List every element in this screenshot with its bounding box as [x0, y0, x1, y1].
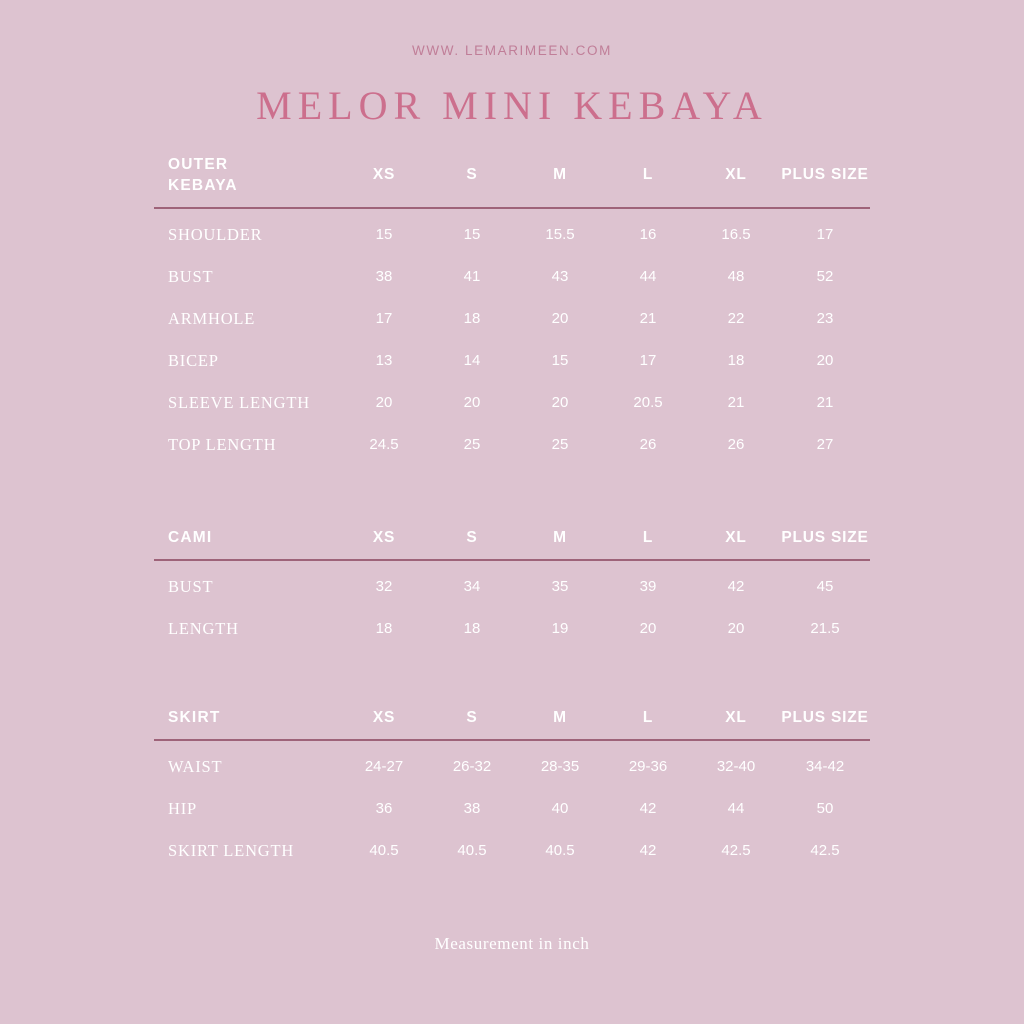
cell-value: 40.5 — [457, 842, 487, 860]
cell-value: 24.5 — [369, 436, 399, 454]
section-label-line1: OUTER — [168, 156, 229, 173]
cell-value: 43 — [551, 268, 569, 286]
cell-value: 40.5 — [369, 842, 399, 860]
row-label: ARMHOLE — [168, 308, 256, 328]
cell-value: 18 — [463, 310, 481, 328]
table-header-row — [154, 528, 870, 560]
section-label-skirt: SKIRT — [154, 708, 340, 740]
cell-value: 20 — [816, 352, 834, 370]
cell-value: 27 — [816, 436, 834, 454]
column-header-plus-size: PLUS SIZE — [780, 155, 870, 208]
cell-value: 24-27 — [364, 758, 404, 776]
row-label: WAIST — [168, 756, 223, 776]
cell-value: 32-40 — [716, 758, 756, 776]
column-header-xl: XL — [692, 155, 780, 208]
cell-value: 17 — [816, 226, 834, 244]
row-label: SHOULDER — [168, 224, 263, 244]
website-url: WWW. LEMARIMEEN.COM — [412, 43, 612, 58]
table-row — [154, 608, 870, 650]
cell-value: 20 — [375, 394, 393, 412]
row-label: SKIRT LENGTH — [168, 840, 295, 860]
cell-value: 18 — [727, 352, 745, 370]
cell-value: 36 — [375, 800, 393, 818]
table-skirt — [154, 708, 870, 872]
cell-value: 42 — [727, 578, 745, 596]
section-skirt — [154, 708, 870, 872]
cell-value: 15 — [551, 352, 569, 370]
column-header-l: L — [604, 155, 692, 208]
table-row — [154, 424, 870, 466]
cell-value: 20 — [639, 620, 657, 638]
column-header-l: L — [604, 708, 692, 740]
cell-value: 34 — [463, 578, 481, 596]
cell-value: 40 — [551, 800, 569, 818]
cell-value: 44 — [639, 268, 657, 286]
column-header-xs: XS — [340, 155, 428, 208]
cell-value: 21 — [727, 394, 745, 412]
row-label: TOP LENGTH — [168, 434, 277, 454]
cell-value: 14 — [463, 352, 481, 370]
size-tables — [154, 129, 870, 872]
cell-value: 13 — [375, 352, 393, 370]
cell-value: 35 — [551, 578, 569, 596]
section-cami — [154, 528, 870, 650]
cell-value: 42.5 — [810, 842, 840, 860]
row-label: BUST — [168, 576, 214, 596]
cell-value: 26-32 — [452, 758, 492, 776]
cell-value: 28-35 — [540, 758, 580, 776]
row-label: SLEEVE LENGTH — [168, 392, 310, 412]
cell-value: 26 — [727, 436, 745, 454]
row-label: HIP — [168, 798, 197, 818]
cell-value: 32 — [375, 578, 393, 596]
cell-value: 29-36 — [628, 758, 668, 776]
cell-value: 52 — [816, 268, 834, 286]
cell-value: 39 — [639, 578, 657, 596]
table-row — [154, 340, 870, 382]
column-header-m: M — [516, 708, 604, 740]
cell-value: 41 — [463, 268, 481, 286]
cell-value: 15.5 — [545, 226, 575, 244]
column-header-xs: XS — [340, 528, 428, 560]
column-header-s: S — [428, 155, 516, 208]
cell-value: 42 — [639, 800, 657, 818]
section-outer-kebaya — [154, 155, 870, 466]
column-header-xs: XS — [340, 708, 428, 740]
cell-value: 15 — [463, 226, 481, 244]
column-header-s: S — [428, 708, 516, 740]
table-row — [154, 788, 870, 830]
column-header-plus-size: PLUS SIZE — [780, 528, 870, 560]
cell-value: 38 — [463, 800, 481, 818]
table-row — [154, 382, 870, 424]
cell-value: 18 — [375, 620, 393, 638]
column-header-s: S — [428, 528, 516, 560]
cell-value: 26 — [639, 436, 657, 454]
page-title: MELOR MINI KEBAYA — [256, 83, 768, 128]
cell-value: 19 — [551, 620, 569, 638]
section-label-line2: KEBAYA — [168, 176, 238, 194]
cell-value: 38 — [375, 268, 393, 286]
cell-value: 20 — [463, 394, 481, 412]
table-outer-kebaya — [154, 155, 870, 466]
section-label-outer-kebaya — [154, 155, 340, 208]
measurement-note: Measurement in inch — [434, 933, 590, 953]
cell-value: 20 — [551, 394, 569, 412]
cell-value: 42 — [639, 842, 657, 860]
column-header-l: L — [604, 528, 692, 560]
table-row — [154, 830, 870, 872]
cell-value: 48 — [727, 268, 745, 286]
column-header-m: M — [516, 155, 604, 208]
cell-value: 34-42 — [805, 758, 845, 776]
section-label-cami: CAMI — [154, 528, 340, 560]
cell-value: 20.5 — [633, 394, 663, 412]
table-header-row — [154, 155, 870, 208]
cell-value: 50 — [816, 800, 834, 818]
cell-value: 16.5 — [721, 226, 751, 244]
cell-value: 42.5 — [721, 842, 751, 860]
table-row — [154, 740, 870, 788]
cell-value: 21 — [816, 394, 834, 412]
column-header-xl: XL — [692, 708, 780, 740]
cell-value: 16 — [639, 226, 657, 244]
cell-value: 25 — [551, 436, 569, 454]
cell-value: 21 — [639, 310, 657, 328]
row-label: LENGTH — [168, 618, 239, 638]
cell-value: 21.5 — [810, 620, 840, 638]
cell-value: 17 — [639, 352, 657, 370]
table-row — [154, 256, 870, 298]
column-header-xl: XL — [692, 528, 780, 560]
cell-value: 25 — [463, 436, 481, 454]
cell-value: 40.5 — [545, 842, 575, 860]
table-cami — [154, 528, 870, 650]
table-row — [154, 208, 870, 256]
cell-value: 15 — [375, 226, 393, 244]
cell-value: 44 — [727, 800, 745, 818]
column-header-m: M — [516, 528, 604, 560]
cell-value: 23 — [816, 310, 834, 328]
cell-value: 20 — [727, 620, 745, 638]
cell-value: 22 — [727, 310, 745, 328]
table-header-row — [154, 708, 870, 740]
column-header-plus-size: PLUS SIZE — [780, 708, 870, 740]
table-row — [154, 298, 870, 340]
cell-value: 17 — [375, 310, 393, 328]
table-row — [154, 560, 870, 608]
cell-value: 18 — [463, 620, 481, 638]
cell-value: 45 — [816, 578, 834, 596]
cell-value: 20 — [551, 310, 569, 328]
row-label: BICEP — [168, 350, 219, 370]
row-label: BUST — [168, 266, 214, 286]
